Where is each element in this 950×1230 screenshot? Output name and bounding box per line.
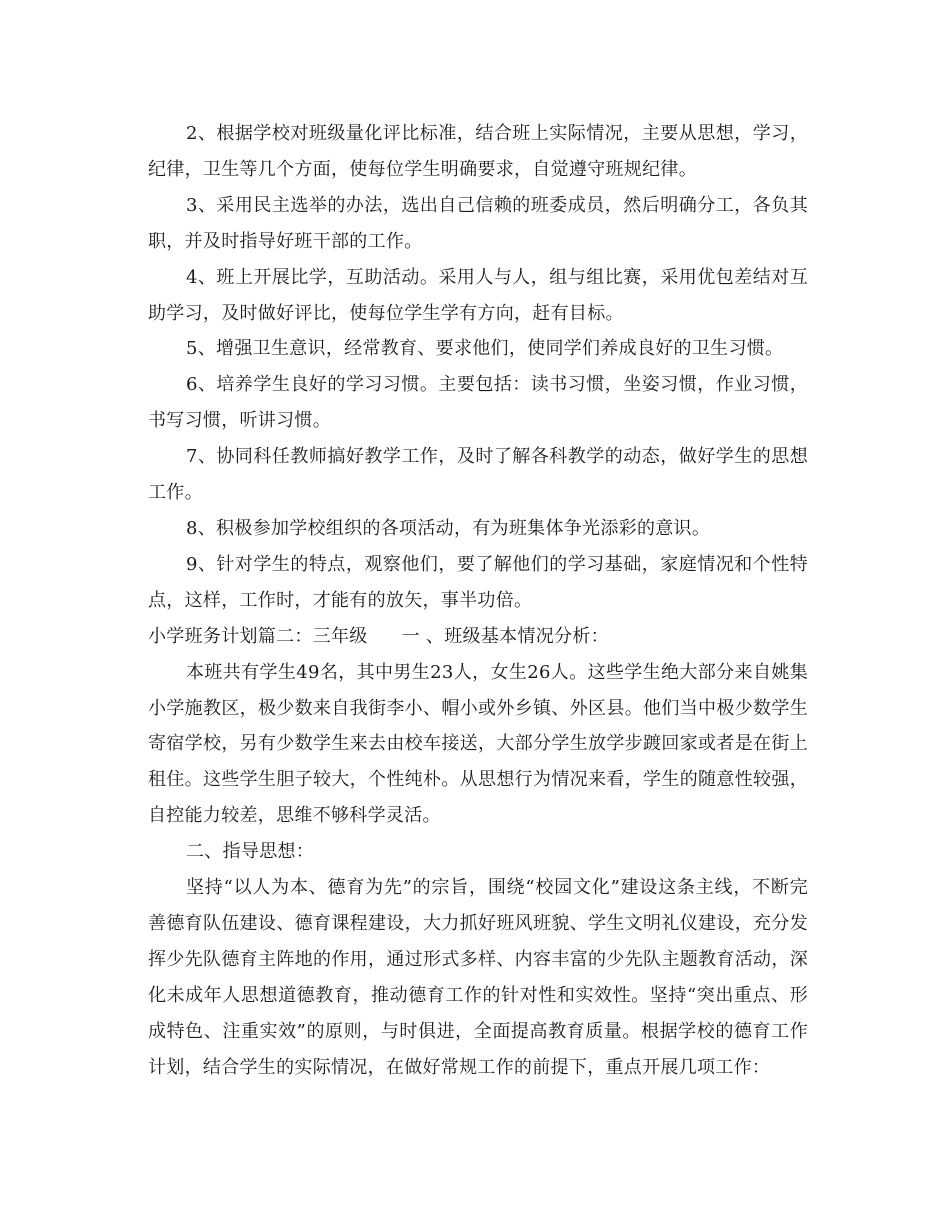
paragraph-item-4: 4、班上开展比学，互助活动。采用人与人，组与组比赛，采用优包差结对互助学习，及时做好评比，使每位学生学有方向，赶有目标。	[148, 266, 808, 324]
paragraph-item-5: 5、增强卫生意识，经常教育、要求他们，使同学们养成良好的卫生习惯。	[186, 338, 784, 360]
paragraph-item-6: 6、培养学生良好的学习习惯。主要包括：读书习惯，坐姿习惯，作业习惯，书写习惯，听讲习惯。	[148, 374, 808, 432]
paragraph-item-2: 2、根据学校对班级量化评比标准，结合班上实际情况，主要从思想，学习，纪律，卫生等几个方面，使每位学生明确要求，自觉遵守班规纪律。	[148, 123, 808, 180]
guiding-thought-paragraph: 坚持“以人为本、德育为先”的宗旨，围绕“校园文化”建设这条主线，不断完善德育队伍建设、德育课程建设，大力抓好班风班貌、学生文明礼仪建设，充分发挥少先队德育主阵地的作用，通过形式多样、内容丰富的少先队主题教育活动，深化未成年人思想道德教育，推动德育工作的针对性和实效性。坚持“突出重点、形成特色、注重实效”的原则，与时俱进，全面提高教育质量。根据学校的德育工作计划，结合学生的实际情况，在做好常规工作的前提下，重点开展几项工作：	[148, 877, 808, 1078]
section-title: 小学班务计划篇二：三年级	[148, 625, 368, 647]
section-heading	[148, 619, 808, 655]
paragraph-item-7: 7、协同科任教师搞好教学工作，及时了解各科教学的动态，做好学生的思想工作。	[148, 446, 808, 504]
guiding-thought-heading: 二、指导思想：	[186, 841, 315, 863]
document-body	[148, 116, 808, 1085]
paragraph-item-9: 9、针对学生的特点，观察他们，要了解他们的学习基础，家庭情况和个性特点，这样，工作时，才能有的放矢，事半功倍。	[148, 553, 808, 611]
paragraph-item-8: 8、积极参加学校组织的各项活动，有为班集体争光添彩的意识。	[186, 517, 711, 539]
paragraph-item-3: 3、采用民主选举的办法，选出自己信赖的班委成员，然后明确分工，各负其职，并及时指导好班干部的工作。	[148, 194, 808, 252]
section-subtitle: 一 、班级基本情况分析：	[401, 625, 609, 647]
class-situation-paragraph: 本班共有学生49名，其中男生23人，女生26人。这些学生绝大部分来自姚集小学施教区，极少数来自我街李小、帽小或外乡镇、外区县。他们当中极少数学生寄宿学校，另有少数学生来去由校车接送，大部分学生放学步踱回家或者是在街上租住。这些学生胆子较大，个性纯朴。从思想行为情况来看，学生的随意性较强，自控能力较差，思维不够科学灵活。	[148, 661, 808, 827]
